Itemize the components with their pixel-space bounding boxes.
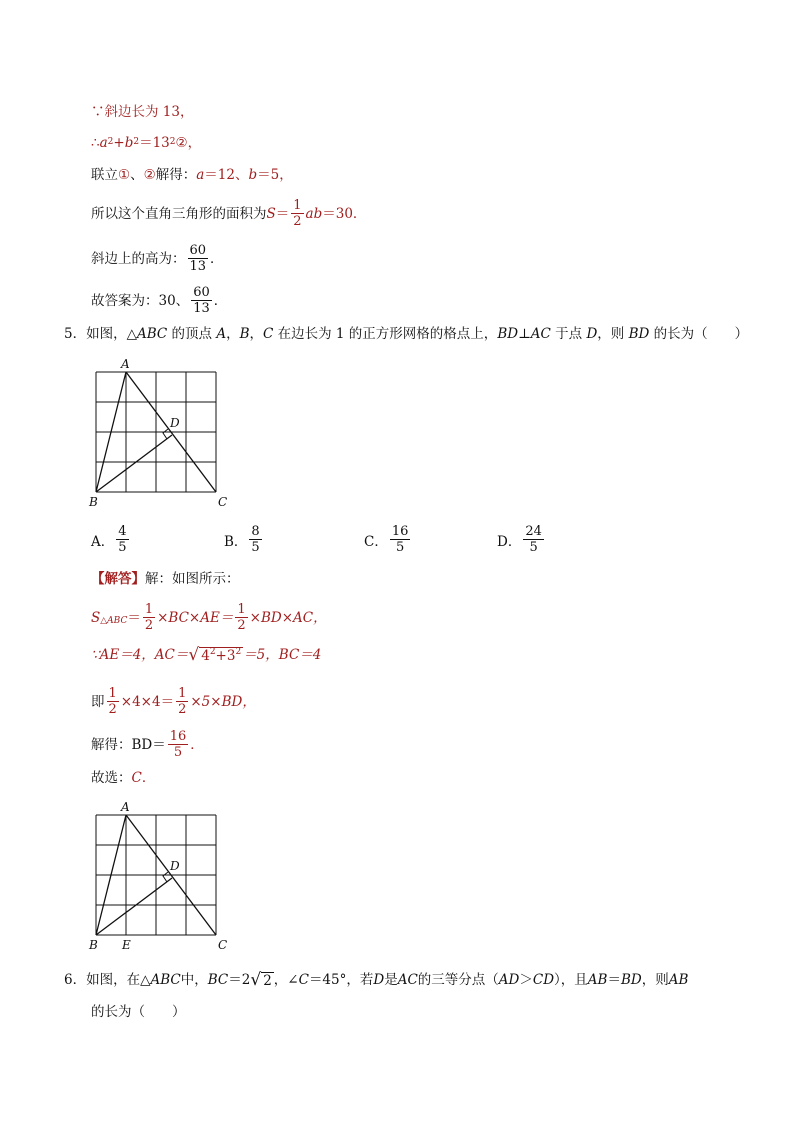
answer-5-line-1: S $_{\triangle ABC}$ ＝ $\frac{1}{2}$ ×BC×AE＝ $\frac{1}{2}$ ×BD×AC，: [91, 602, 327, 633]
prev-solution-line-3: 联立 ① 、 ② 解得： a ＝12、 b ＝5，: [91, 167, 293, 183]
option-B[interactable]: B． $\frac{8}{5}$: [224, 524, 260, 555]
prev-solution-line-5: 斜边上的高为： $\frac{60}{13}$ ．: [91, 243, 224, 274]
label-E: E: [122, 938, 131, 952]
label-B: B: [89, 938, 98, 952]
prev-solution-line-2: ∴ a $^2$ + b $^2$ ＝13 $^2$ ② ，: [91, 135, 202, 151]
fraction-half: $\frac{1}{2}$: [293, 198, 302, 229]
answer-tag: 【解答】: [91, 571, 145, 587]
question-5-figure: [86, 355, 236, 515]
answer-5-line-2: ∵AE＝4，AC＝ √ $4^2+3^2$ ＝5，BC＝4: [91, 645, 322, 665]
fraction-height: $\frac{60}{13}$: [189, 243, 207, 274]
option-C[interactable]: C． $\frac{16}{5}$: [364, 524, 409, 555]
label-A: A: [121, 800, 130, 814]
prev-solution-line-4: 所以这个直角三角形的面积为 S ＝ $\frac{1}{2}$ ab ＝30．: [91, 198, 367, 229]
label-C: C: [218, 495, 228, 509]
label-B: B: [89, 495, 98, 509]
label-D: D: [170, 859, 180, 873]
fraction-answer: $\frac{60}{13}$: [193, 285, 210, 316]
option-A[interactable]: A． $\frac{4}{5}$: [91, 524, 127, 555]
question-6-stem-line-2: 的长为（ ）: [91, 1004, 186, 1020]
answer-5-line-5: 故选： C ．: [91, 770, 156, 786]
prev-solution-line-1: ∵斜边长为 13，: [91, 104, 194, 120]
question-5-stem: 5．如图，△ABC 的顶点 A，B，C 在边长为 1 的正方形网格的格点上，BD⊥AC 于点 D，则 BD 的长为（ ）: [64, 326, 749, 342]
sqrt-2: √ 2: [250, 970, 272, 990]
sqrt-expression: √ $4^2+3^2$: [188, 645, 242, 665]
answer-5-intro: 【解答】 解：如图所示：: [91, 571, 240, 587]
answer-5-line-3: 即 $\frac{1}{2}$ ×4×4＝ $\frac{1}{2}$ ×5×BD，: [91, 686, 256, 717]
question-6-stem-line-1: 6． 如图，在△ ABC 中， BC ＝2 √ 2 ，∠ C ＝45°，若 D 是 AC 的三等分点（ AD ＞ CD ），且 AB ＝ BD ，则 AB: [64, 970, 689, 990]
label-C: C: [218, 938, 228, 952]
answer-5-line-4: 解得：BD＝ $\frac{16}{5}$ ．: [91, 729, 204, 760]
prev-solution-line-6: 故答案为：30、 $\frac{60}{13}$ ．: [91, 285, 228, 316]
option-D[interactable]: D． $\frac{24}{5}$: [497, 524, 542, 555]
label-A: A: [121, 357, 130, 371]
label-D: D: [170, 416, 180, 430]
answer-5-figure: [86, 798, 236, 958]
